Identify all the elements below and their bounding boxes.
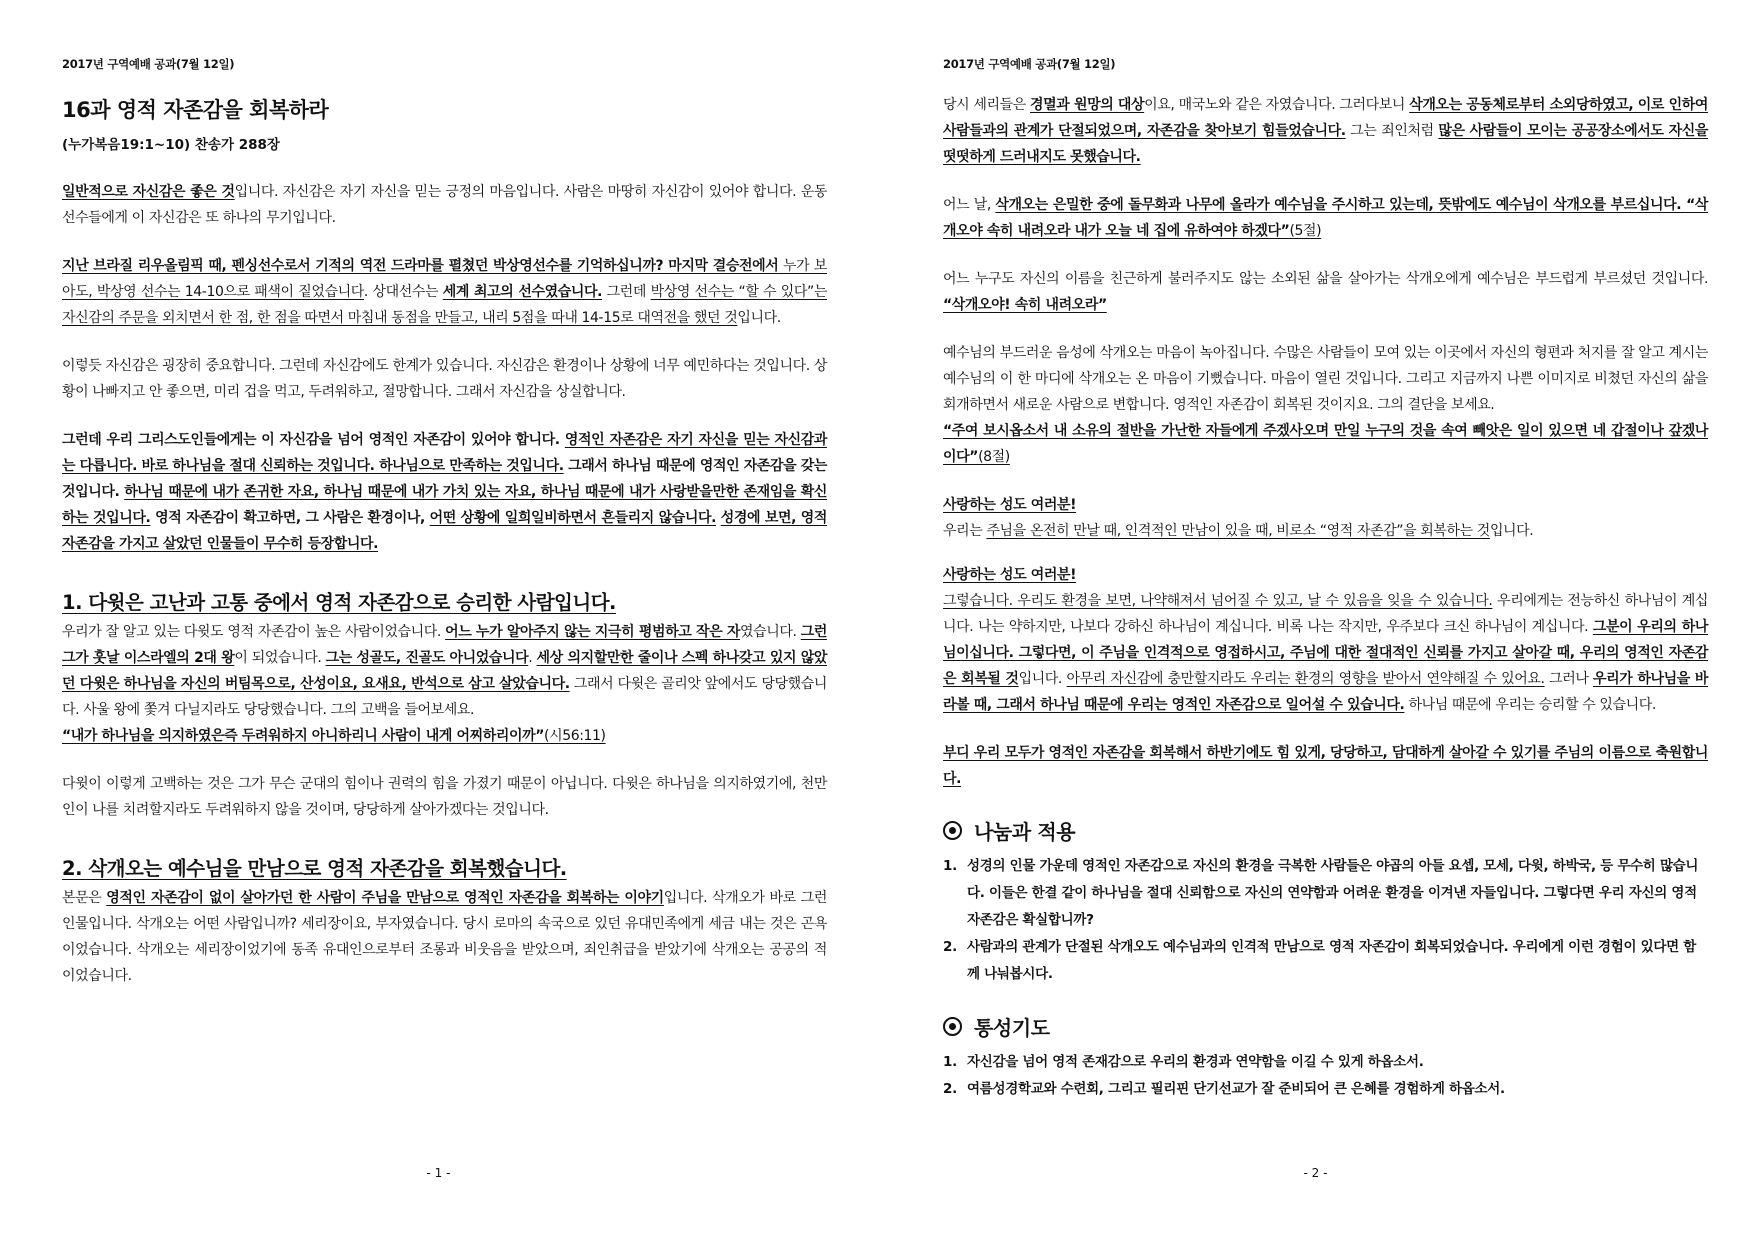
lesson-title: 16과 영적 자존감을 회복하라 [62,98,329,122]
paragraph-sycamore: 어느 날, 삭개오는 은밀한 중에 돌무화과 나무에 올라가 예수님을 주시하고 있는데, 뜻밖에도 예수님이 삭개오를 부르십니다. “삭개오야 속히 내려오라 내가 오늘 네 집에 유하여야 하겠다”(5절) [943,197,1708,239]
page-number: - 1 - [426,1166,451,1180]
paragraph-zacchaeus: 본문은 영적인 자존감이 없이 살아가던 한 사람이 주님을 만남으로 영적인 자존감을 회복하는 이야기입니다. 삭개오가 바로 그런 인물입니다. 삭개오는 어떤 사람입니까? 세리장이요, 부자였습니다. 당시 로마의 속국으로 있던 유대민족에게 세금 내는 것은 곤욕이었습니다. 삭개오는 세리장이었기에 동족 유대인으로부터 조롱과 비웃음을 받았으며, 죄인취급을 받았기에 삭개오는 공공의 적이었습니다. [62,890,827,984]
page-right-content [943,56,1708,1109]
list-item: 1. 성경의 인물 가운데 영적인 자존감으로 자신의 환경을 극복한 사람들은 야곱의 아들 요셉, 모세, 다윗, 하박국, 등 무수히 많습니다. 이들은 한결 같이 하나님을 절대 신뢰함으로 자신의 연약함과 어려운 환경을 이겨낸 자들입니다. 그렇다면 우리 자신의 영적 자존감은 확실합니까? [943,858,1699,928]
share-list [943,853,1708,988]
prayer-list [943,1049,1708,1103]
list-item: 2. 사람과의 관계가 단절된 삭개오도 예수님과의 인격적 만남으로 영적 자존감이 회복되었습니다. 우리에게 이런 경험이 있다면 함께 나눠봅시다. [943,939,1696,982]
quote-psalm: “내가 하나님을 의지하였은즉 두려워하지 아니하리니 사람이 내게 어찌하리이까” [62,728,545,744]
section-prayer-heading: 통성기도 [943,1012,1708,1041]
quote-luke: “주여 보시옵소서 내 소유의 절반을 가난한 자들에게 주겠사오며 만일 누구의 것을 속여 빼앗은 일이 있으면 네 갑절이나 갚겠나이다” [943,423,1708,465]
paragraph-gentle-call: 어느 누구도 자신의 이름을 친근하게 불러주지도 않는 소외된 삶을 살아가는 삭개오에게 예수님은 부드럽게 부르셨던 것입니다. “삭개오야! 속히 내려오라” [943,271,1708,313]
page-left-content [62,56,827,1011]
list-item: 2. 여름성경학교와 수련회, 그리고 필리핀 단기선교가 잘 준비되어 큰 은혜를 경험하게 하옵소서. [943,1081,1505,1097]
paragraph-tax-collectors: 당시 세리들은 경멸과 원망의 대상이요, 매국노와 같은 자였습니다. 그러다보니 삭개오는 공동체로부터 소외당하였고, 이로 인하여 사람들과의 관계가 단절되었으며, 자존감을 찾아보기 힘들었습니다. 그는 죄인처럼 많은 사람들이 모이는 공공장소에서도 자신을 떳떳하게 드러내지도 못했습니다. [943,97,1708,165]
paragraph-repentance: 예수님의 부드러운 음성에 삭개오는 마음이 녹아집니다. 수많은 사람들이 모여 있는 이곳에서 자신의 형편과 처지를 잘 알고 계시는 예수님의 이 한 마디에 삭개오는 온 마음이 기뻤습니다. 마음이 열린 것입니다. 그리고 지금까지 나쁜 이미지로 비쳤던 자신의 삶을 회개하면서 새로운 사람으로 변합니다. 영적인 자존감이 회복된 것이지요. 그의 결단을 보세요. “주여 보시옵소서 내 소유의 절반을 가난한 자들에게 주겠사오며 만일 누구의 것을 속여 빼앗은 일이 있으면 네 갑절이나 갚겠나이다”(8절) [943,345,1708,465]
paragraph-limits: 이렇듯 자신감은 굉장히 중요합니다. 그런데 자신감에도 한계가 있습니다. 자신감은 환경이나 상황에 너무 예민하다는 것입니다. 상황이 나빠지고 안 좋으면, 미리 겁을 먹고, 두려워하고, 절망합니다. 그래서 자신감을 상실합니다. [62,358,827,400]
page-header: 2017년 구역예배 공과(7월 12일) [62,57,235,71]
paragraph-greeting-2: 사랑하는 성도 여러분! 그렇습니다. 우리도 환경을 보면, 나약해져서 넘어질 수 있고, 날 수 있음을 잊을 수 있습니다. 우리에게는 전능하신 하나님이 계십니다. 나는 약하지만, 나보다 강하신 하나님이 계십니다. 비록 나는 작지만, 우주보다 크신 하나님이 계십니다. 그분이 우리의 하나님이십니다. 그렇다면, 이 주님을 인격적으로 영접하시고, 주님에 대한 절대적인 신뢰를 가지고 살아갈 때, 우리의 영적인 자존감은 회복될 것입니다. 아무리 자신감에 충만할지라도 우리는 환경의 영향을 받아서 연약해질 수 있어요. 그러나 우리가 하나님을 바라볼 때, 그래서 하나님 때문에 우리는 영적인 자존감으로 일어설 수 있습니다. 하나님 때문에 우리는 승리할 수 있습니다. [943,567,1708,713]
paragraph-intro: 일반적으로 자신감은 좋은 것입니다. 자신감은 자기 자신을 믿는 긍정의 마음입니다. 사람은 마땅히 자신감이 있어야 합니다. 운동선수들에게 이 자신감은 또 하나의 무기입니다. [62,184,827,226]
section-heading-2: 2. 삭개오는 예수님을 만남으로 영적 자존감을 회복했습니다. [62,857,567,880]
page-header: 2017년 구역예배 공과(7월 12일) [943,57,1116,71]
page-right [877,0,1754,1240]
paragraph-spiritual-esteem: 그런데 우리 그리스도인들에게는 이 자신감을 넘어 영적인 자존감이 있어야 합니다. 영적인 자존감은 자기 자신을 믿는 자신감과는 다릅니다. 바로 하나님을 절대 신뢰하는 것입니다. 하나님으로 만족하는 것입니다. 그래서 하나님 때문에 영적인 자존감을 갖는 것입니다. 하나님 때문에 내가 존귀한 자요, 하나님 때문에 내가 가치 있는 자요, 하나님 때문에 내가 사랑받을만한 존재임을 확신하는 것입니다. 영적 자존감이 확고하면, 그 사람은 환경이나, 어떤 상황에 일희일비하면서 흔들리지 않습니다. 성경에 보면, 영적 자존감을 가지고 살았던 인물들이 무수히 등장합니다. [62,432,828,552]
paragraph-blessing: 부디 우리 모두가 영적인 자존감을 회복해서 하반기에도 힘 있게, 당당하고, 담대하게 살아갈 수 있기를 주님의 이름으로 축원합니다. [943,745,1708,787]
paragraph-olympics: 지난 브라질 리우올림픽 때, 펜싱선수로서 기적의 역전 드라마를 펼쳤던 박상영선수를 기억하십니까? 마지막 결승전에서 누가 보아도, 박상영 선수는 14-10으로 패색이 짙었습니다. 상대선수는 세계 최고의 선수였습니다. 그런데 박상영 선수는 “할 수 있다”는 자신감의 주문을 외치면서 한 점, 한 점을 따면서 마침내 동점을 만들고, 내리 5점을 따내 14-15로 대역전을 했던 것입니다. [62,258,827,326]
paragraph-david-confession: 다윗이 이렇게 고백하는 것은 그가 무슨 군대의 힘이나 권력의 힘을 가졌기 때문이 아닙니다. 다윗은 하나님을 의지하였기에, 천만인이 나를 치려할지라도 두려워하지 않을 것이며, 당당하게 살아가겠다는 것입니다. [62,776,827,818]
scripture-hymn: (누가복음19:1~10) 찬송가 288장 [62,137,280,153]
circle-bullet-icon [943,1017,962,1036]
circle-bullet-icon [943,821,962,840]
section-share-heading: 나눔과 적용 [943,816,1708,845]
page-number: - 2 - [1303,1166,1328,1180]
list-item: 1. 자신감을 넘어 영적 존재감으로 우리의 환경과 연약함을 이길 수 있게 하옵소서. [943,1054,1424,1070]
paragraph-greeting-1: 사랑하는 성도 여러분! 우리는 주님을 온전히 만날 때, 인격적인 만남이 있을 때, 비로소 “영적 자존감”을 회복하는 것입니다. [943,497,1534,539]
section-heading-1: 1. 다윗은 고난과 고통 중에서 영적 자존감으로 승리한 사람입니다. [62,591,616,614]
paragraph-david: 우리가 잘 알고 있는 다윗도 영적 자존감이 높은 사람이었습니다. 어느 누가 알아주지 않는 지극히 평범하고 작은 자였습니다. 그런 그가 훗날 이스라엘의 2대 왕이 되었습니다. 그는 성골도, 진골도 아니었습니다. 세상 의지할만한 줄이나 스펙 하나갖고 있지 않았던 다윗은 하나님을 자신의 버팀목으로, 산성이요, 요새요, 반석으로 삼고 살았습니다. 그래서 다윗은 골리앗 앞에서도 당당했습니다. 사울 왕에 쫓겨 다닐지라도 당당했습니다. 그의 고백을 들어보세요. “내가 하나님을 의지하였은즉 두려워하지 아니하리니 사람이 내게 어찌하리이까”(시56:11) [62,624,827,744]
